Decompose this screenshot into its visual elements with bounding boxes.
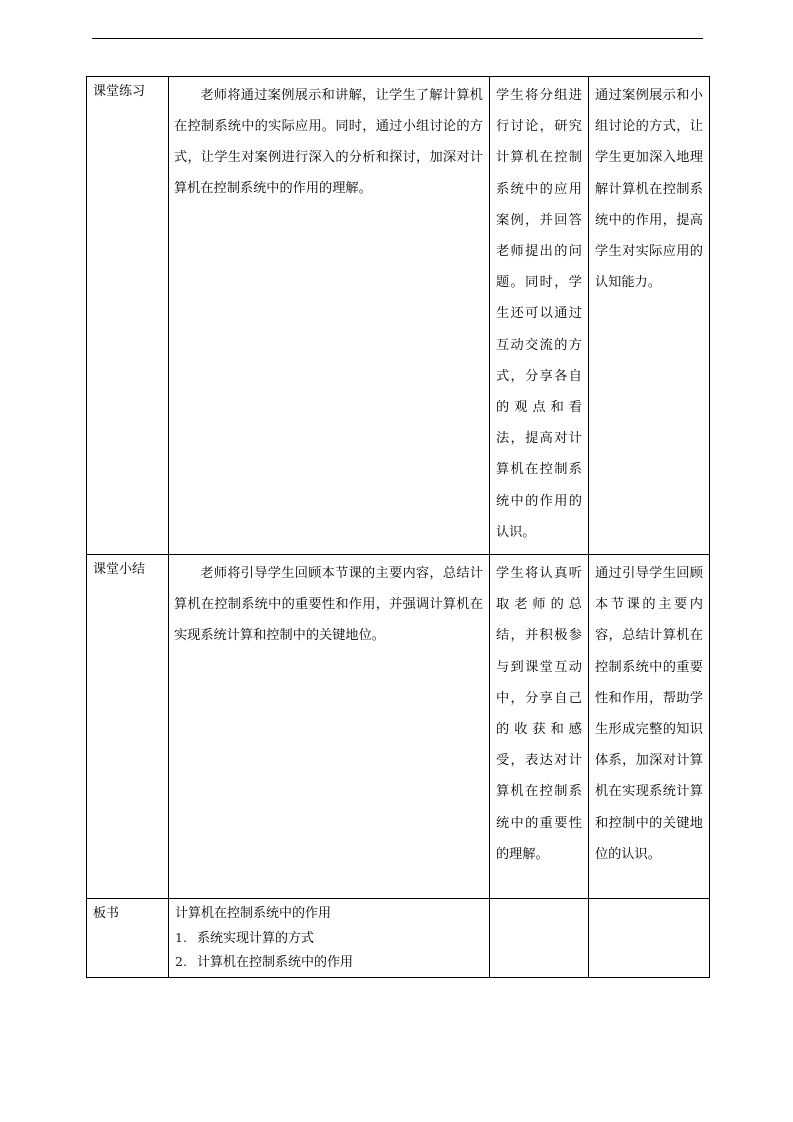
board-content-cell <box>169 899 490 978</box>
table-row <box>87 899 710 978</box>
page-header-rule <box>92 38 703 39</box>
row-label: 课堂练习 <box>93 84 146 99</box>
board-title: 计算机在控制系统中的作用 <box>175 906 332 922</box>
design-purpose-cell <box>589 77 710 555</box>
design-purpose-text <box>589 899 709 908</box>
design-purpose-text: 通过引导学生回顾本节课的主要内容，总结计算机在控制系统中的重要性和作用，帮助学生形成完整的知识体系，加深对计算机在实现系统计算和控制中的关键地位的认识。 <box>595 566 703 862</box>
list-text: 计算机在控制系统中的作用 <box>197 955 354 971</box>
row-label: 课堂小结 <box>93 562 146 578</box>
board-label: 板书 <box>93 906 120 922</box>
teacher-activity-text: 老师将引导学生回顾本节课的主要内容，总结计算机在控制系统中的重要性和作用，并强调计算机在实现系统计算和控制中的关键地位。 <box>174 566 483 644</box>
student-activity-text: 学生将分组进行讨论，研究计算机在控制系统中的应用案例，并回答老师提出的问题。同时，学生还可以通过互动交流的方式，分享各自的观点和看法，提高对计算机在控制系统中的作用的认识。 <box>496 88 582 540</box>
design-purpose-text: 通过案例展示和小组讨论的方式，让学生更加深入地理解计算机在控制系统中的作用，提高学生对实际应用的认知能力。 <box>595 88 703 291</box>
row-label-cell <box>87 77 169 555</box>
student-activity-cell <box>490 899 589 978</box>
table-row <box>87 555 710 899</box>
row-label-cell <box>87 899 169 978</box>
list-text: 系统实现计算的方式 <box>197 930 315 946</box>
table-row <box>87 77 710 555</box>
student-activity-text: 学生将认真听取老师的总结，并积极参与到课堂互动中，分享自己的收获和感受，表达对计算机在控制系统中的重要性的理解。 <box>496 566 582 862</box>
list-number: 2. <box>175 954 187 970</box>
student-activity-cell <box>490 77 589 555</box>
list-number: 1. <box>175 929 187 945</box>
lesson-plan-table <box>86 76 710 978</box>
board-content <box>169 899 489 977</box>
row-label-cell <box>87 555 169 899</box>
student-activity-text <box>490 899 588 908</box>
teacher-activity-cell <box>169 555 490 899</box>
teacher-activity-text: 老师将通过案例展示和讲解，让学生了解计算机在控制系统中的实际应用。同时，通过小组讨论的方式，让学生对案例进行深入的分析和探讨，加深对计算机在控制系统中的作用的理解。 <box>174 88 483 196</box>
teacher-activity-cell <box>169 77 490 555</box>
list-item <box>175 926 483 951</box>
list-item <box>175 950 483 975</box>
design-purpose-cell <box>589 899 710 978</box>
design-purpose-cell <box>589 555 710 899</box>
student-activity-cell <box>490 555 589 899</box>
